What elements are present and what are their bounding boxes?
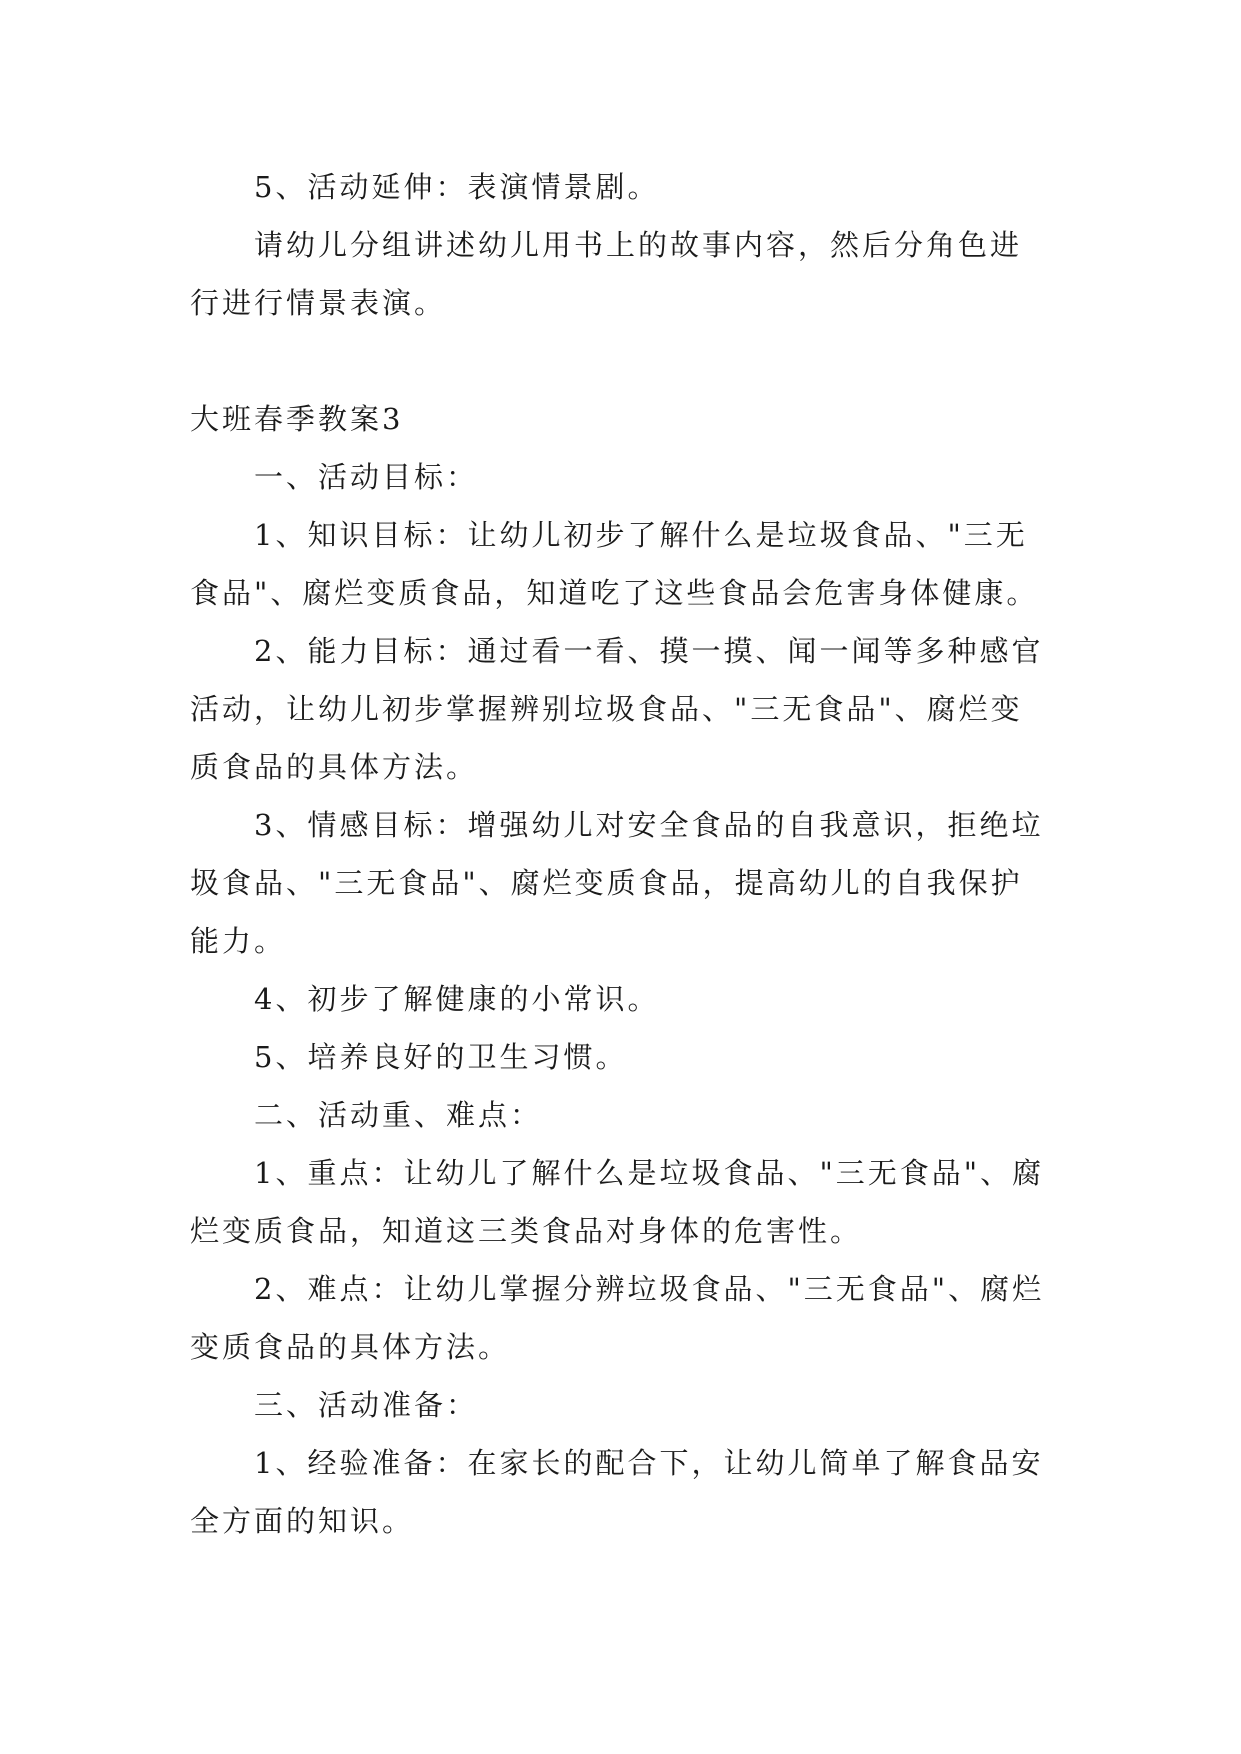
paragraph-knowledge-goal: 1、知识目标：让幼儿初步了解什么是垃圾食品、"三无食品"、腐烂变质食品，知道吃了这些食品会危害身体健康。 xyxy=(190,518,1039,610)
paragraph-hygiene-habits: 5、培养良好的卫生习惯。 xyxy=(254,1040,628,1074)
paragraph-key-points-heading: 二、活动重、难点： xyxy=(254,1098,543,1132)
paragraph-difficulty: 2、难点：让幼儿掌握分辨垃圾食品、"三无食品"、腐烂变质食品的具体方法。 xyxy=(190,1272,1045,1364)
paragraph-key-point: 1、重点：让幼儿了解什么是垃圾食品、"三无食品"、腐烂变质食品，知道这三类食品对身体的危害性。 xyxy=(190,1156,1045,1248)
section-title: 大班春季教案3 xyxy=(190,402,404,436)
document-body xyxy=(190,158,1050,1550)
section-gap xyxy=(190,332,1050,390)
paragraph-health-knowledge: 4、初步了解健康的小常识。 xyxy=(254,982,660,1016)
paragraph-emotion-goal: 3、情感目标：增强幼儿对安全食品的自我意识，拒绝垃圾食品、"三无食品"、腐烂变质食品，提高幼儿的自我保护能力。 xyxy=(190,808,1044,958)
paragraph-group-story: 请幼儿分组讲述幼儿用书上的故事内容，然后分角色进行进行情景表演。 xyxy=(190,228,1023,320)
paragraph-preparation-heading: 三、活动准备： xyxy=(254,1388,479,1422)
paragraph-goals-heading: 一、活动目标： xyxy=(254,460,479,494)
paragraph-experience-preparation: 1、经验准备：在家长的配合下，让幼儿简单了解食品安全方面的知识。 xyxy=(190,1446,1044,1538)
paragraph-ability-goal: 2、能力目标：通过看一看、摸一摸、闻一闻等多种感官活动，让幼儿初步掌握辨别垃圾食品、"三无食品"、腐烂变质食品的具体方法。 xyxy=(190,634,1044,784)
paragraph-activity-extension: 5、活动延伸：表演情景剧。 xyxy=(254,170,660,204)
